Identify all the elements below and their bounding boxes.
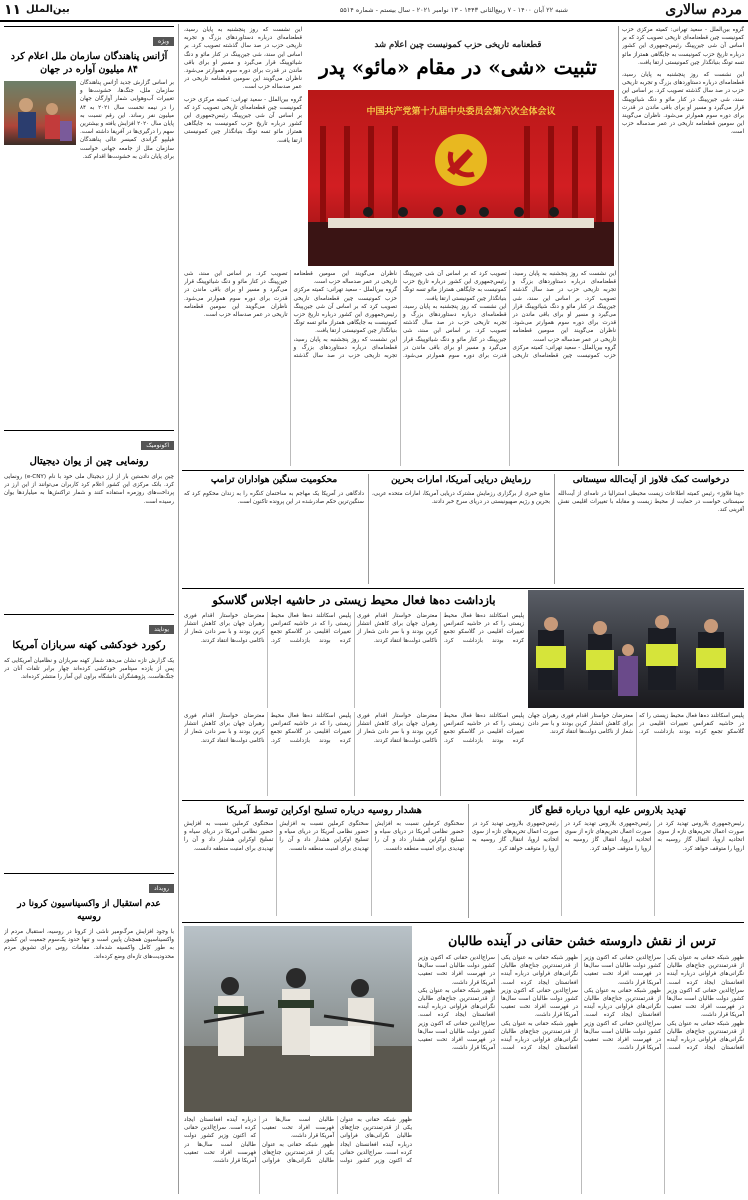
sidebar-refugees bbox=[4, 26, 174, 426]
belarus-text-2: رئیس‌جمهوری بلاروس تهدید کرد در صورت اعمال تحریم‌های تازه از سوی اتحادیه اروپا، انتقال گاز روسیه به اروپا را متوقف خواهد کرد. bbox=[564, 821, 652, 852]
china-continued-text: این نشست که روز پنجشنبه به پایان رسید، قطعنامه‌ای درباره دستاوردهای بزرگ و تجربه تاریخی حزب در صد سال گذشته تصویب کرد. بر اساس این سند، شی جین‌پینگ در کنار مائو و دنگ شیائوپینگ قرار می‌گیرد و مسیر او برای باقی ماندن در قدرت برای دوره سوم هموارتر می‌شود. ناظران می‌گویند این سومین قطعنامه تاریخی در عمر صدساله حزب است. bbox=[512, 271, 616, 343]
belarus-text-3: رئیس‌جمهوری بلاروس تهدید کرد در صورت اعمال تحریم‌های تازه از سوی اتحادیه اروپا، انتقال گاز روسیه به اروپا را متوقف خواهد کرد. bbox=[472, 821, 559, 852]
taliban-text-columns bbox=[184, 1116, 412, 1194]
refugees-photo bbox=[4, 81, 76, 145]
date-line: شنبه ۲۲ آبان ۱۴۰۰ - ۷ ربیع‌الثانی ۱۴۴۳ - ۱۳ نوامبر ۲۰۲۱ - سال بیستم - شماره ۵۵۱۴ bbox=[339, 6, 568, 14]
china-continued-text-2: این نشست که روز پنجشنبه به پایان رسید، قطعنامه‌ای درباره دستاوردهای بزرگ و تجربه تاریخی حزب در صد سال گذشته تصویب کرد. بر اساس این سند، شی جین‌پینگ در کنار مائو و دنگ شیائوپینگ قرار می‌گیرد و مسیر او برای باقی ماندن در قدرت برای دوره سوم هموارتر می‌شود. ناظران می‌گویند این سومین قطعنامه تاریخی در عمر صدساله حزب است. bbox=[293, 271, 507, 360]
china-side-lead: گروه بین‌الملل - سعید تهرانی: کمیته مرکزی حزب کمونیست چین قطعنامه‌ای تاریخی تصویب کرد که بر اساس آن شی جین‌پینگ رئیس‌جمهوری این کشور درباره تاریخ حزب کمونیست به جایگاهی همتراز مائو تسه تونگ بنیانگذار چین کمونیستی ارتقا یافت. bbox=[184, 96, 302, 144]
belarus-text: رئیس‌جمهوری بلاروس تهدید کرد در صورت اعمال تحریم‌های تازه از سوی اتحادیه اروپا، انتقال گاز روسیه به اروپا را متوقف خواهد کرد. bbox=[657, 821, 744, 852]
side-text: بر اساس گزارش جدید آژانس پناهندگان سازمان ملل، جنگ‌ها، خشونت‌ها و تغییرات آب‌وهوایی شمار آوارگان جهان را در نیمه نخست سال ۲۰۲۱ به ۸۴ میلیون نفر رساند. این رقم نسبت به پایان سال ۲۰۲۰ افزایش یافته و بیشترین سهم را درگیری‌ها در آفریقا داشته است. فیلیپو گراندی کمیسر عالی پناهندگان سازمان ملل از جامعه جهانی خواست برای پایان دادن به خشونت‌ها اقدام کند. bbox=[80, 80, 174, 160]
side-kicker: رویداد bbox=[149, 884, 174, 893]
section-name: بین‌الملل bbox=[26, 4, 70, 15]
strip-title: رزمایش دریایی آمریکا، امارات بحرین bbox=[391, 475, 531, 485]
side-text: چین برای نخستین بار از ارز دیجیتال ملی خود با نام (e-CNY) رونمایی کرد. بانک مرکزی این کشور اعلام کرد کاربران می‌توانند از این ارز در پرداخت‌های روزمره استفاده کنند و شمار تراکنش‌ها به میلیاردها یوان رسیده است. bbox=[4, 474, 174, 505]
strip-text: «پیتا فلاوز» رئیس کمیته اطلاعات زیست محیطی استرالیا در نامه‌ای از آیت‌الله سیستانی خواست در حمایت از محیط زیست و مقابله با تغییرات اقلیمی نقش آفرینی کند. bbox=[558, 491, 744, 514]
side-kicker: یونایتد bbox=[149, 625, 174, 634]
china-lead-text: گروه بین‌الملل - سعید تهرانی: کمیته مرکزی حزب کمونیست چین قطعنامه‌ای تاریخی تصویب کرد که بر اساس آن شی جین‌پینگ رئیس‌جمهوری این کشور درباره تاریخ حزب کمونیست به جایگاهی همتراز مائو تسه تونگ بنیانگذار چین کمونیستی ارتقا یافت. bbox=[622, 27, 744, 66]
glasgow-more-columns bbox=[184, 712, 524, 796]
glasgow-headline: بازداشت ده‌ها فعال محیط زیستی در حاشیه اجلاس گلاسکو bbox=[212, 593, 496, 607]
strip-title: محکومیت سنگین هواداران ترامپ bbox=[210, 475, 338, 485]
taliban-text-6: ظهور شبکه حقانی به عنوان یکی از قدرتمندترین جناح‌های طالبان نگرانی‌های فراوانی درباره آینده افغانستان ایجاد کرده است. سراج‌الدین حقانی که اکنون وزیر کشور دولت طالبان است سال‌ها در فهرست افراد تحت تعقیب آمریکا قرار داشت. bbox=[418, 987, 495, 1052]
russia-ukraine-story bbox=[184, 804, 464, 920]
china-headline: تثبیت «شی» در مقام «مائو» پدر bbox=[319, 55, 597, 79]
china-body-text: این نشست که روز پنجشنبه به پایان رسید، قطعنامه‌ای درباره دستاوردهای بزرگ و تجربه تاریخی حزب در صد سال گذشته تصویب کرد. بر اساس این سند، شی جین‌پینگ در کنار مائو و دنگ شیائوپینگ قرار می‌گیرد و مسیر او برای باقی ماندن در قدرت برای دوره سوم هموارتر می‌شود. ناظران می‌گویند این سومین قطعنامه تاریخی در عمر صدساله حزب است. bbox=[622, 72, 744, 136]
taliban-headline: ترس از نقش داروسته خشن حقانی در آینده طالبان bbox=[448, 933, 716, 948]
side-title: رکورد خودکشی کهنه سربازان آمریکا bbox=[12, 640, 166, 651]
side-title: عدم استقبال از واکسیناسیون کرونا در روسیه bbox=[17, 899, 161, 922]
strip-trump-supporters bbox=[184, 474, 364, 586]
china-side-column bbox=[184, 26, 302, 268]
taliban-text-5: ظهور شبکه حقانی به عنوان یکی از قدرتمندترین جناح‌های طالبان نگرانی‌های فراوانی درباره آینده افغانستان ایجاد کرده است. سراج‌الدین حقانی که اکنون وزیر کشور دولت طالبان است سال‌ها در فهرست افراد تحت تعقیب آمریکا قرار داشت. bbox=[418, 955, 578, 1052]
side-text: یک گزارش تازه نشان می‌دهد شمار کهنه سربازان و نظامیان آمریکایی که پس از یازده سپتامبر خودکشی کرده‌اند چهار برابر تلفات آنان در جنگ‌هاست. پژوهشگران دانشگاه براون این آمار را منتشر کرده‌اند. bbox=[4, 658, 174, 681]
china-plenum-photo bbox=[308, 90, 614, 266]
side-text: با وجود افزایش مرگ‌ومیر ناشی از کرونا در روسیه، استقبال مردم از واکسیناسیون همچنان پایین است و تنها حدود یک‌سوم جمعیت این کشور به طور کامل واکسینه شده‌اند. مقامات روس برای تشویق مردم محدودیت‌های تازه‌ای وضع کرده‌اند. bbox=[4, 929, 174, 960]
china-story-lead-column bbox=[622, 26, 744, 466]
sidebar-digital-yuan bbox=[4, 430, 174, 610]
russia-text-3: سخنگوی کرملین نسبت به افزایش حضور نظامی آمریکا در دریای سیاه و تسلیح اوکراین هشدار داد و آن را تهدیدی برای امنیت منطقه دانست. bbox=[184, 821, 274, 852]
strip-title: درخواست کمک فلاوز از آیت‌الله سیستانی bbox=[572, 475, 730, 485]
china-continued-lead: گروه بین‌الملل - سعید تهرانی: کمیته مرکزی حزب کمونیست چین قطعنامه‌ای تاریخی تصویب کرد که بر اساس آن شی جین‌پینگ رئیس‌جمهوری این کشور درباره تاریخ حزب کمونیست به جایگاهی همتراز مائو تسه تونگ بنیانگذار چین کمونیستی ارتقا یافت. bbox=[403, 271, 616, 360]
side-title: آژانس پناهندگان سازمان ملل اعلام کرد ۸۴ میلیون آواره در جهان bbox=[10, 51, 168, 75]
glasgow-protest-photo bbox=[528, 590, 744, 708]
taliban-text: ظهور شبکه حقانی به عنوان یکی از قدرتمندترین جناح‌های طالبان نگرانی‌های فراوانی درباره آینده افغانستان ایجاد کرده است. سراج‌الدین حقانی که اکنون وزیر کشور دولت طالبان است سال‌ها در فهرست افراد تحت تعقیب آمریکا قرار داشت. bbox=[667, 955, 744, 1019]
sidebar-russia-vaccine bbox=[4, 873, 174, 1193]
belarus-gas-story bbox=[472, 804, 744, 920]
glasgow-text-3: پلیس اسکاتلند ده‌ها فعال محیط زیستی را که در حاشیه کنفرانس تغییرات اقلیمی در گلاسکو تجمع کرده بودند بازداشت کرد. معترضان خواستار اقدام فوری رهبران جهان برای کاهش انتشار کربن بودند و با سر دادن شعار از ناکامی دولت‌ها انتقاد کردند. bbox=[528, 713, 744, 736]
glasgow-text-columns bbox=[184, 612, 524, 708]
taliban-photo bbox=[184, 926, 412, 1112]
side-kicker: ویژه bbox=[153, 37, 174, 46]
russia-text-2: سخنگوی کرملین نسبت به افزایش حضور نظامی آمریکا در دریای سیاه و تسلیح اوکراین هشدار داد و آن را تهدیدی برای امنیت منطقه دانست. bbox=[279, 821, 369, 852]
glasgow-text-under-photo bbox=[528, 712, 744, 796]
side-kicker: اکونومیک bbox=[141, 441, 174, 450]
glasgow-text-2: پلیس اسکاتلند ده‌ها فعال محیط زیستی را که در حاشیه کنفرانس تغییرات اقلیمی در گلاسکو تجمع کرده بودند بازداشت کرد. معترضان خواستار اقدام فوری رهبران جهان برای کاهش انتشار کربن بودند و با سر دادن شعار از ناکامی دولت‌ها انتقاد کردند. bbox=[184, 613, 351, 644]
strip-naval-drill bbox=[372, 474, 550, 586]
page-number: ۱۱ bbox=[4, 2, 22, 18]
taliban-text-2: ظهور شبکه حقانی به عنوان یکی از قدرتمندترین جناح‌های طالبان نگرانی‌های فراوانی درباره آینده افغانستان ایجاد کرده است. سراج‌الدین حقانی که اکنون وزیر کشور دولت طالبان است سال‌ها در فهرست افراد تحت تعقیب آمریکا قرار داشت. bbox=[584, 955, 744, 1052]
paper-name: مردم سالاری bbox=[665, 2, 742, 18]
taliban-text-b: ظهور شبکه حقانی به عنوان یکی از قدرتمندترین جناح‌های طالبان نگرانی‌های فراوانی درباره آینده افغانستان ایجاد کرده است. سراج‌الدین حقانی که اکنون وزیر کشور دولت طالبان است سال‌ها در فهرست افراد تحت تعقیب آمریکا قرار داشت. bbox=[184, 1117, 334, 1165]
china-body-columns bbox=[184, 270, 616, 466]
china-continued-lead-2: گروه بین‌الملل - سعید تهرانی: کمیته مرکزی حزب کمونیست چین قطعنامه‌ای تاریخی تصویب کرد که بر اساس آن شی جین‌پینگ رئیس‌جمهوری این کشور درباره تاریخ حزب کمونیست به جایگاهی همتراز مائو تسه تونگ بنیانگذار چین کمونیستی ارتقا یافت. bbox=[293, 287, 397, 335]
china-kicker: قطعنامه تاریخی حزب کمونیست چین اعلام شد bbox=[374, 40, 542, 50]
sidebar-veterans bbox=[4, 614, 174, 869]
russia-title: هشدار روسیه درباره تسلیح اوکراین توسط آمریکا bbox=[226, 805, 422, 816]
china-continued-text-3: این نشست که روز پنجشنبه به پایان رسید، قطعنامه‌ای درباره دستاوردهای بزرگ و تجربه تاریخی حزب در صد سال گذشته تصویب کرد. بر اساس این سند، شی جین‌پینگ در کنار مائو و دنگ شیائوپینگ قرار می‌گیرد و مسیر او برای باقی ماندن در قدرت برای دوره سوم هموارتر می‌شود. ناظران می‌گویند این سومین قطعنامه تاریخی در عمر صدساله حزب است. bbox=[184, 271, 397, 360]
taliban-text-a: ظهور شبکه حقانی به عنوان یکی از قدرتمندترین جناح‌های طالبان نگرانی‌های فراوانی درباره آینده افغانستان ایجاد کرده است. سراج‌الدین حقانی که اکنون وزیر کشور دولت طالبان است سال‌ها در فهرست افراد تحت تعقیب آمریکا قرار داشت. bbox=[262, 1117, 412, 1165]
strip-sistani bbox=[558, 474, 744, 586]
taliban-text-3: ظهور شبکه حقانی به عنوان یکی از قدرتمندترین جناح‌های طالبان نگرانی‌های فراوانی درباره آینده افغانستان ایجاد کرده است. سراج‌الدین حقانی که اکنون وزیر کشور دولت طالبان است سال‌ها در فهرست افراد تحت تعقیب آمریکا قرار داشت. bbox=[584, 987, 661, 1052]
plenum-banner: 中国共产党第十九届中央委员会第六次全体会议 bbox=[366, 107, 556, 117]
glasgow-text-5: پلیس اسکاتلند ده‌ها فعال محیط زیستی را که در حاشیه کنفرانس تغییرات اقلیمی در گلاسکو تجمع کرده بودند بازداشت کرد. معترضان خواستار اقدام فوری رهبران جهان برای کاهش انتشار کربن بودند و با سر دادن شعار از ناکامی دولت‌ها انتقاد کردند. bbox=[184, 713, 351, 744]
masthead bbox=[0, 0, 748, 22]
glasgow-text: پلیس اسکاتلند ده‌ها فعال محیط زیستی را که در حاشیه کنفرانس تغییرات اقلیمی در گلاسکو تجمع کرده بودند بازداشت کرد. معترضان خواستار اقدام فوری رهبران جهان برای کاهش انتشار کربن بودند و با سر دادن شعار از ناکامی دولت‌ها انتقاد کردند. bbox=[357, 613, 524, 644]
russia-text: سخنگوی کرملین نسبت به افزایش حضور نظامی آمریکا در دریای سیاه و تسلیح اوکراین هشدار داد و آن را تهدیدی برای امنیت منطقه دانست. bbox=[374, 821, 464, 852]
strip-text: دادگاهی در آمریکا یک مهاجم به ساختمان کنگره را به زندان محکوم کرد که سنگین‌ترین حکم صادرشده در این پرونده تاکنون است. bbox=[184, 491, 364, 506]
china-side-text: این نشست که روز پنجشنبه به پایان رسید، قطعنامه‌ای درباره دستاوردهای بزرگ و تجربه تاریخی حزب در صد سال گذشته تصویب کرد. بر اساس این سند، شی جین‌پینگ در کنار مائو و دنگ شیائوپینگ قرار می‌گیرد و مسیر او برای باقی ماندن در قدرت برای دوره سوم هموارتر می‌شود. ناظران می‌گویند این سومین قطعنامه تاریخی در عمر صدساله حزب است. bbox=[184, 27, 302, 91]
taliban-main-columns bbox=[418, 954, 744, 1194]
side-title: رونمایی چین از یوان دیجیتال bbox=[29, 456, 149, 467]
strip-text: منابع خبری از برگزاری رزمایش مشترک دریایی آمریکا، امارات متحده عربی، بحرین و رژیم صهیونیستی در دریای سرخ خبر دادند. bbox=[372, 491, 550, 506]
taliban-text-4: ظهور شبکه حقانی به عنوان یکی از قدرتمندترین جناح‌های طالبان نگرانی‌های فراوانی درباره آینده افغانستان ایجاد کرده است. سراج‌الدین حقانی که اکنون وزیر کشور دولت طالبان است سال‌ها در فهرست افراد تحت تعقیب آمریکا قرار داشت. bbox=[501, 955, 578, 1019]
belarus-title: تهدید بلاروس علیه اروپا درباره قطع گاز bbox=[529, 805, 686, 816]
glasgow-text-4: پلیس اسکاتلند ده‌ها فعال محیط زیستی را که در حاشیه کنفرانس تغییرات اقلیمی در گلاسکو تجمع کرده بودند بازداشت کرد. معترضان خواستار اقدام فوری رهبران جهان برای کاهش انتشار کربن بودند و با سر دادن شعار از ناکامی دولت‌ها انتقاد کردند. bbox=[357, 713, 524, 744]
